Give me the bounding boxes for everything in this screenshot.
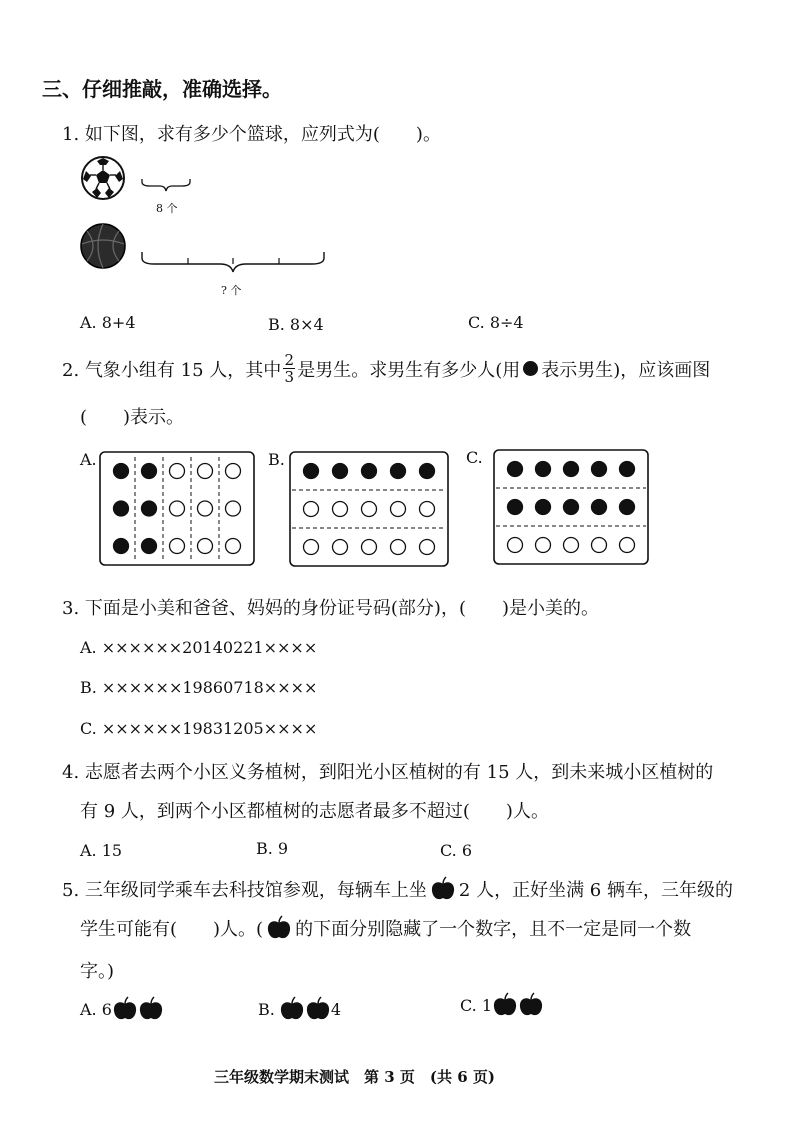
filled-dot [114, 464, 129, 479]
question-4-line-2: 有 9 人，到两个小区都植树的志愿者最多不超过( )人。 [80, 801, 549, 822]
question-5-line-2 [80, 915, 691, 941]
q1-option-a[interactable]: A. 8+4 [80, 313, 136, 332]
filled-dot [508, 500, 523, 515]
question-5-line-3: 字。) [80, 961, 115, 982]
option-c-diagram[interactable] [493, 449, 649, 565]
filled-dot [333, 464, 348, 479]
fraction-numerator: 2 [284, 351, 295, 369]
empty-dot [226, 539, 241, 554]
empty-dot [564, 538, 579, 553]
two-apples-icon [492, 991, 544, 1019]
empty-dot [198, 464, 213, 479]
brace-basketball [140, 250, 326, 276]
empty-dot [198, 501, 213, 516]
q4-option-c[interactable]: C. 6 [440, 841, 473, 860]
two-apples-icon [112, 995, 164, 1023]
q3-option-a[interactable]: A. ××××××20140221×××× [80, 638, 318, 657]
empty-dot [391, 502, 406, 517]
filled-dot [114, 501, 129, 516]
q2-text-after: 表示男生)，应该画图 [541, 359, 711, 381]
empty-dot [391, 540, 406, 555]
q2-option-c-label[interactable]: C. [466, 448, 483, 467]
empty-dot [170, 464, 185, 479]
empty-dot [226, 464, 241, 479]
brace-top-label: 8 个 [156, 202, 178, 215]
option-a-diagram[interactable] [99, 451, 255, 566]
section-title: 三、仔细推敲，准确选择。 [42, 77, 282, 101]
two-apples-icon [279, 995, 331, 1023]
q5-option-b-prefix: B. [258, 999, 275, 1019]
filled-dot [592, 462, 607, 477]
q2-option-a-label[interactable]: A. [80, 450, 97, 469]
empty-dot [536, 538, 551, 553]
fraction-two-thirds [283, 352, 295, 385]
question-2-line-1 [62, 352, 710, 385]
q2-text-middle: 是男生。求男生有多少人(用 [297, 359, 521, 381]
q5-option-a[interactable] [80, 995, 164, 1023]
brace-soccer [140, 178, 192, 194]
empty-dot [170, 539, 185, 554]
q5-option-c-prefix: C. 1 [460, 995, 493, 1015]
empty-dot [420, 540, 435, 555]
empty-dot [333, 502, 348, 517]
filled-dot [620, 500, 635, 515]
empty-dot [170, 501, 185, 516]
question-5-line-1 [62, 876, 733, 902]
filled-dot [564, 462, 579, 477]
q5-option-c[interactable] [460, 991, 544, 1019]
soccer-ball-icon [80, 155, 126, 201]
filled-dot [508, 462, 523, 477]
q5-line1-before: 5. 三年级同学乘车去科技馆参观，每辆车上坐 [62, 880, 427, 901]
question-3-text: 3. 下面是小美和爸爸、妈妈的身份证号码(部分)，( )是小美的。 [62, 598, 599, 619]
filled-dot [536, 462, 551, 477]
empty-dot [592, 538, 607, 553]
q5-line2-after: 的下面分别隐藏了一个数字，且不一定是同一个数 [295, 919, 692, 940]
empty-dot [304, 540, 319, 555]
empty-dot [198, 539, 213, 554]
brace-bottom-label: ? 个 [221, 284, 242, 297]
filled-dot [620, 462, 635, 477]
q4-option-b[interactable]: B. 9 [256, 839, 289, 858]
filled-dot [142, 464, 157, 479]
q2-option-b-label[interactable]: B. [268, 450, 285, 469]
fraction-denominator: 3 [284, 368, 295, 386]
filled-dot [391, 464, 406, 479]
filled-dot [362, 464, 377, 479]
empty-dot [362, 540, 377, 555]
filled-dot [142, 539, 157, 554]
filled-dot [564, 500, 579, 515]
filled-dot [536, 500, 551, 515]
empty-dot [333, 540, 348, 555]
empty-dot [362, 502, 377, 517]
q5-option-b[interactable] [258, 995, 341, 1023]
filled-dot [304, 464, 319, 479]
filled-dot-icon [523, 361, 538, 376]
q5-option-a-prefix: A. 6 [80, 999, 112, 1019]
apple-icon [430, 876, 456, 902]
filled-dot [142, 501, 157, 516]
apple-icon [266, 915, 292, 941]
q5-option-b-suffix: 4 [330, 999, 342, 1019]
q5-line1-after: 2 人，正好坐满 6 辆车，三年级的 [458, 880, 733, 901]
basketball-icon [79, 222, 127, 270]
empty-dot [508, 538, 523, 553]
empty-dot [420, 502, 435, 517]
option-b-diagram[interactable] [289, 451, 449, 567]
q1-option-b[interactable]: B. 8×4 [268, 315, 324, 334]
q3-option-c[interactable]: C. ××××××19831205×××× [80, 719, 318, 738]
q2-text-before: 2. 气象小组有 15 人，其中 [62, 359, 282, 381]
question-1-text: 1. 如下图，求有多少个篮球，应列式为( )。 [62, 124, 441, 145]
q3-option-b[interactable]: B. ××××××19860718×××× [80, 678, 318, 697]
q4-option-a[interactable]: A. 15 [80, 841, 123, 860]
q1-option-c[interactable]: C. 8÷4 [468, 313, 524, 332]
filled-dot [420, 464, 435, 479]
empty-dot [304, 502, 319, 517]
page-footer: 三年级数学期末测试 第 3 页 (共 6 页) [214, 1068, 495, 1086]
filled-dot [592, 500, 607, 515]
empty-dot [620, 538, 635, 553]
filled-dot [114, 539, 129, 554]
question-2-line-2: ( )表示。 [80, 407, 185, 428]
q5-line2-before: 学生可能有( )人。( [80, 919, 264, 940]
empty-dot [226, 501, 241, 516]
question-4-line-1: 4. 志愿者去两个小区义务植树，到阳光小区植树的有 15 人，到未来城小区植树的 [62, 762, 714, 783]
